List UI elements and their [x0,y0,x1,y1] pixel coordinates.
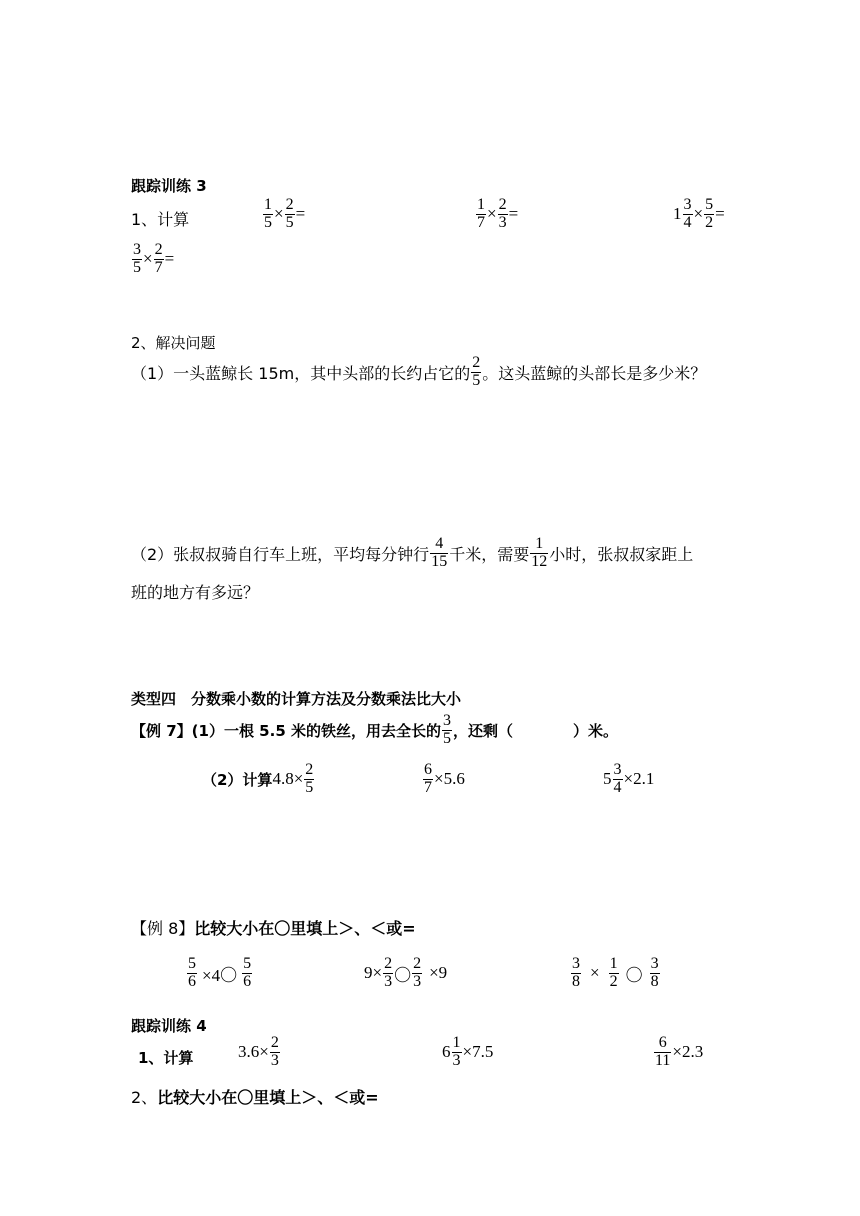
example8-compare2: 9× $\frac{2}{3}$ 〇 $\frac{2}{3}$ ×9 [364,955,448,990]
example7-calc2: $\frac{6}{7}$ × 5.6 [424,761,465,796]
example8-compare1: $\frac{5}{6}$ ×4〇 $\frac{5}{6}$ [188,955,252,990]
track3-problem1: （1）一头蓝鲸长 15m，其中头部的长约占它的 $\frac{2}{5}$ 。这头蓝鲸的头部长是多少米？ [131,354,707,389]
track4-title: 跟踪训练 4 [131,1017,207,1035]
track3-title: 跟踪训练 3 [131,177,207,195]
track3-problem2-line2: 班的地方有多远？ [131,583,260,602]
example7-calc1: （2）计算 4.8 × $\frac{2}{5}$ [202,761,314,796]
track3-expr4: $\frac{3}{5}$ × $\frac{2}{7}$ = [133,241,175,276]
track4-calc2: 6 $\frac{1}{3}$ × 7.5 [442,1034,494,1069]
example8-compare3: $\frac{3}{8}$ × $\frac{1}{2}$ 〇 $\frac{3}{8}$ [572,955,659,990]
track3-q2-label: 2、解决问题 [131,334,216,352]
track4-calc1: 3.6 × $\frac{2}{3}$ [238,1034,279,1069]
track4-q2: 2、 比较大小在〇里填上＞、＜或= [131,1088,379,1107]
example8-heading: 【例 8】 比较大小在〇里填上＞、＜或= [131,919,416,938]
track3-q1-label: 1、计算 [131,210,190,229]
track3-expr3: 1 $\frac{3}{4}$ × $\frac{5}{2}$ = [673,196,725,231]
track3-expr2: $\frac{1}{7}$ × $\frac{2}{3}$ = [477,196,519,231]
track4-q1-label: 1、计算 [138,1049,194,1067]
track3-expr1: $\frac{1}{5}$ × $\frac{2}{5}$ = [264,196,306,231]
type4-title: 类型四 分数乘小数的计算方法及分数乘法比大小 [131,690,462,708]
track4-calc3: $\frac{6}{11}$ × 2.3 [655,1034,704,1069]
example7-part1: 【例 7】 (1）一根 5.5 米的铁丝，用去全长的 $\frac{3}{5}$ ，还剩（ ）米。 [131,712,618,747]
example7-calc3: 5 $\frac{3}{4}$ × 2.1 [603,761,655,796]
track3-problem2: （2）张叔叔骑自行车上班，平均每分钟行 $\frac{4}{15}$ 千米，需要 $\frac{1}{12}$ 小时，张叔叔家距上 [131,535,694,570]
